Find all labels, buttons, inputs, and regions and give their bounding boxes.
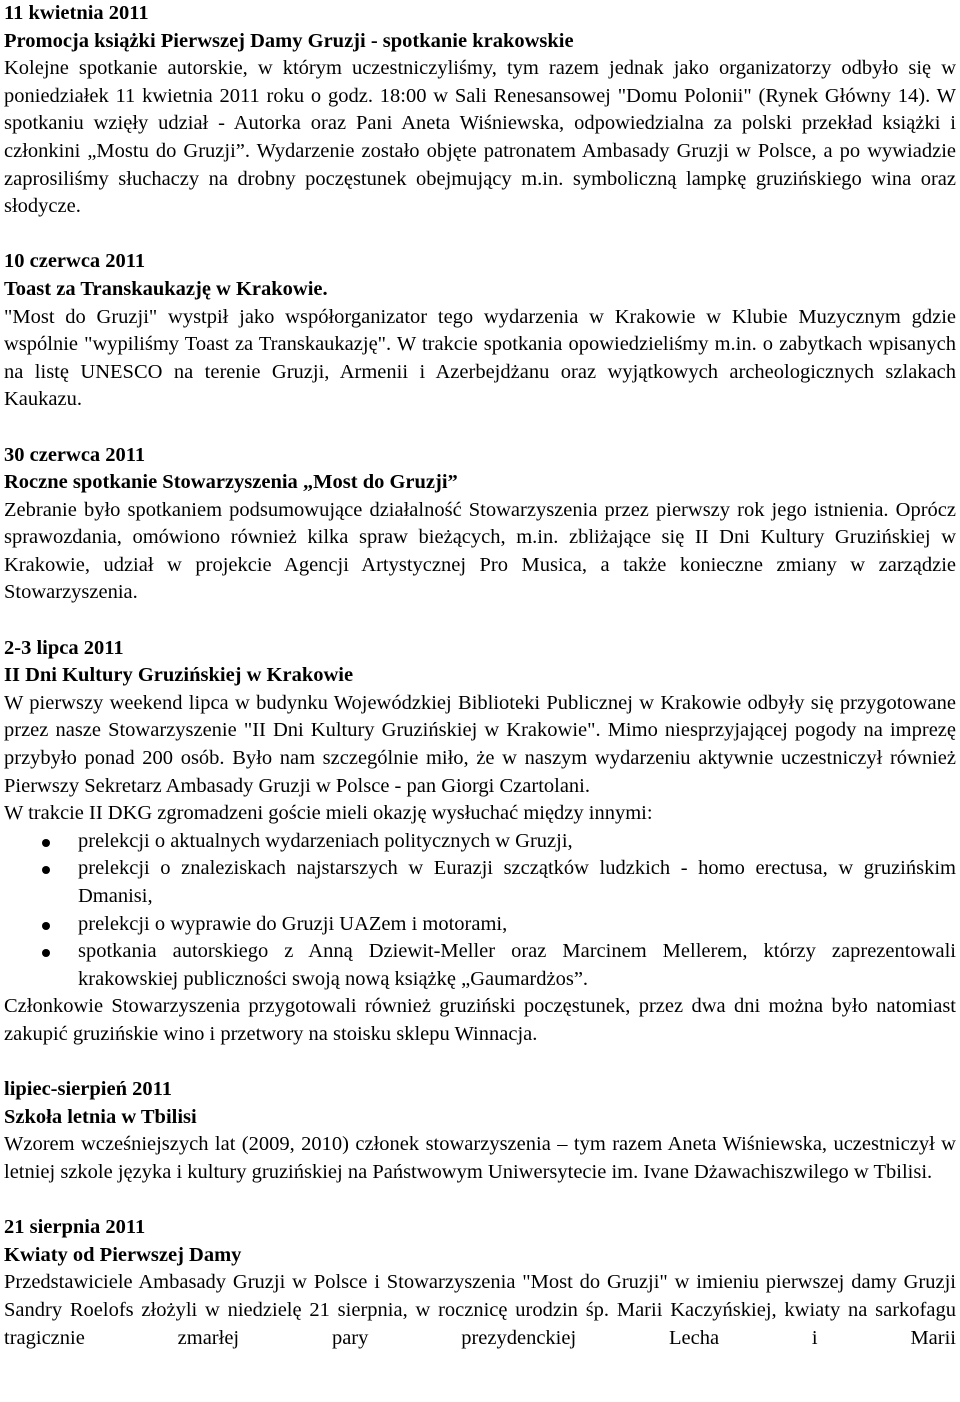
news-entry-june-10 bbox=[4, 248, 956, 414]
list-item bbox=[4, 911, 956, 939]
entry-date: 10 czerwca 2011 bbox=[4, 250, 146, 273]
news-entry-april-11 bbox=[4, 0, 956, 221]
list-item bbox=[4, 828, 956, 856]
news-entry-august-21 bbox=[4, 1214, 956, 1380]
bullet-icon bbox=[42, 922, 50, 930]
bullet-list bbox=[4, 828, 956, 994]
entry-title: Roczne spotkanie Stowarzyszenia „Most do Gruzji” bbox=[4, 471, 458, 494]
bullet-icon bbox=[42, 949, 50, 957]
entry-body: "Most do Gruzji" wystpił jako współorganizator tego wydarzenia w Krakowie w Klubie Muzycznym gdzie wspólnie "wypiliśmy Toast za Transkaukazję". W trakcie spotkania opowiedzieliśmy m.in. o zabytkach wpisanych na listę UNESCO na terenie Gruzji, Armenii i Azerbejdżanu oraz wyjątkowych archeologicznych szlakach Kaukazu. bbox=[4, 305, 956, 411]
entry-title: Kwiaty od Pierwszej Damy bbox=[4, 1243, 242, 1266]
entry-date: 30 czerwca 2011 bbox=[4, 443, 146, 466]
entry-body: Kolejne spotkanie autorskie, w którym uczestniczyliśmy, tym razem jednak jako organizatorzy odbyło się w poniedziałek 11 kwietnia 2011 roku o godz. 18:00 w Sali Renesansowej "Domu Polonii" (Rynek Główny 14). W spotkaniu wzięły udział - Autorka oraz Pani Aneta Wiśniewska, odpowiedzialna za polski przekład książki i członkini „Mostu do Gruzji”. Wydarzenie zostało objęte patronatem Ambasady Gruzji w Polsce, a po wywiadzie zaprosiliśmy słuchaczy na drobny poczęstunek obejmujący m.in. symboliczną lampkę gruzińskiego wina oraz słodycze. bbox=[4, 57, 956, 218]
entry-date: 2-3 lipca 2011 bbox=[4, 636, 124, 659]
entry-date: 11 kwietnia 2011 bbox=[4, 2, 149, 24]
news-entry-july-2-3 bbox=[4, 635, 956, 1049]
list-item-text: prelekcji o wyprawie do Gruzji UAZem i motorami, bbox=[78, 912, 508, 935]
entry-body: Zebranie było spotkaniem podsumowujące działalność Stowarzyszenia przez pierwszy rok jego istnienia. Oprócz sprawozdania, omówiono również kilka spraw bieżących, m.in. zbliżające się II Dni Kultury Gruzińskiej w Krakowie, udział w projekcie Agencji Artystycznej Pro Musica, a także konieczne zmiany w zarządzie Stowarzyszenia. bbox=[4, 498, 956, 604]
entry-body: W pierwszy weekend lipca w budynku Wojewódzkiej Biblioteki Publicznej w Krakowie odbyły się przygotowane przez nasze Stowarzyszenie "II Dni Kultury Gruzińskiej w Krakowie". Mimo niesprzyjającej pogody na imprezę przybyło ponad 200 osób. Było nam szczególnie miło, że w naszym wydarzeniu aktywnie uczestniczył również Pierwszy Sekretarz Ambasady Gruzji w Polsce - pan Giorgi Czartolani. bbox=[4, 691, 956, 797]
entry-body: Wzorem wcześniejszych lat (2009, 2010) członek stowarzyszenia – tym razem Aneta Wiśniewska, uczestniczył w letniej szkole języka i kultury gruzińskiej na Państwowym Uniwersytecie im. Ivane Dżawachiszwilego w Tbilisi. bbox=[4, 1133, 956, 1183]
entry-date: lipiec-sierpień 2011 bbox=[4, 1078, 172, 1101]
news-entry-summer-school bbox=[4, 1076, 956, 1186]
entry-title: Szkoła letnia w Tbilisi bbox=[4, 1105, 197, 1128]
list-item-text: spotkania autorskiego z Anną Dziewit-Meller oraz Marcinem Mellerem, którzy zaprezentowali krakowskiej publiczności swoją nową książkę „Gaumardżos”. bbox=[78, 940, 956, 990]
list-item-text: prelekcji o aktualnych wydarzeniach politycznych w Gruzji, bbox=[78, 829, 573, 852]
list-item bbox=[4, 855, 956, 910]
bullet-icon bbox=[42, 866, 50, 874]
entry-title: Toast za Transkaukazję w Krakowie. bbox=[4, 277, 328, 300]
entry-closing-text: Członkowie Stowarzyszenia przygotowali również gruziński poczęstunek, przez dwa dni można było natomiast zakupić gruzińskie wino i przetwory na stoisku sklepu Winnacja. bbox=[4, 995, 956, 1045]
news-entry-june-30 bbox=[4, 442, 956, 608]
entry-list-intro: W trakcie II DKG zgromadzeni goście mieli okazję wysłuchać między innymi: bbox=[4, 802, 653, 825]
entry-title: II Dni Kultury Gruzińskiej w Krakowie bbox=[4, 664, 354, 687]
entry-body: Przedstawiciele Ambasady Gruzji w Polsce i Stowarzyszenia "Most do Gruzji" w imieniu pierwszej damy Gruzji Sandry Roelofs złożyli w niedzielę 21 sierpnia, w rocznicę urodzin śp. Marii Kaczyńskiej, kwiaty na sarkofagu tragicznie zmarłej pary prezydenckiej Lecha i Marii bbox=[4, 1271, 956, 1349]
entry-title: Promocja książki Pierwszej Damy Gruzji - spotkanie krakowskie bbox=[4, 29, 574, 52]
list-item bbox=[4, 938, 956, 993]
entry-date: 21 sierpnia 2011 bbox=[4, 1216, 146, 1239]
bullet-icon bbox=[42, 839, 50, 847]
list-item-text: prelekcji o znaleziskach najstarszych w Eurazji szczątków ludzkich - homo erectusa, w gruzińskim Dmanisi, bbox=[78, 857, 956, 907]
